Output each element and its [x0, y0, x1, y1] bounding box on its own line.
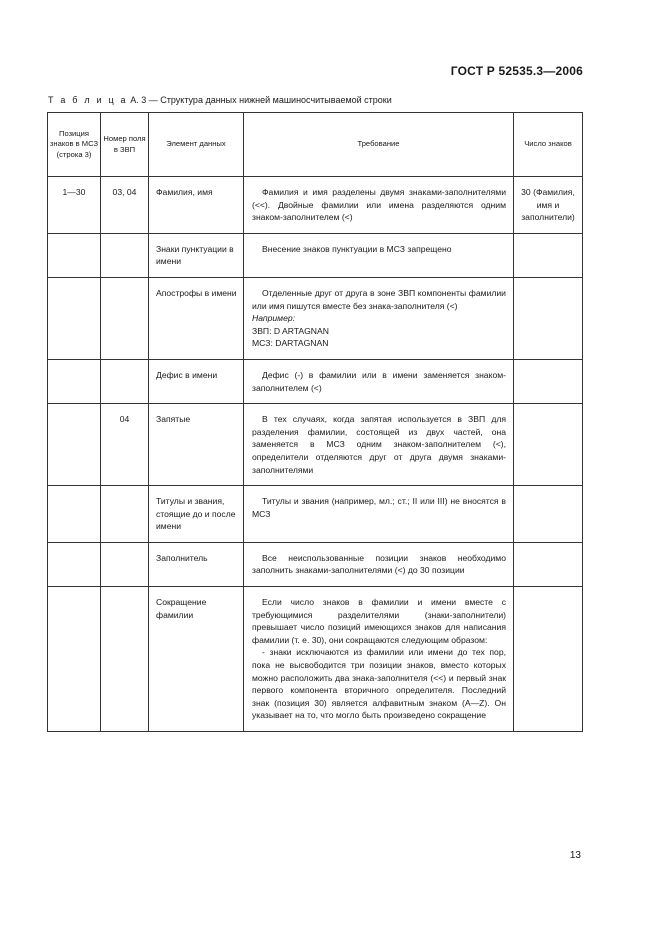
table-row	[48, 177, 583, 234]
cell-field	[101, 587, 149, 732]
cell-field: 04	[101, 404, 149, 486]
cell-field	[101, 542, 149, 586]
requirement-text: Фамилия и имя разделены двумя знаками-заполнителями (<<). Двойные фамилии или имена разделяются одним знаком-заполнителем (<)	[252, 187, 506, 223]
cell-requirement	[244, 359, 514, 403]
requirement-text: В тех случаях, когда запятая используется в ЗВП для разделения фамилии, состоящей из двух частей, она заменяется в МСЗ одним знаком-заполнителем (<), определители отделяются друг от друга двумя знаками-заполнителями	[252, 414, 506, 475]
cell-position	[48, 277, 101, 359]
cell-position	[48, 233, 101, 277]
requirement-text: Внесение знаков пунктуации в МСЗ запрещено	[262, 243, 452, 254]
table-caption-prefix: Т а б л и ц а	[48, 95, 128, 105]
data-structure-table	[47, 112, 583, 732]
requirement-text: Титулы и звания (например, мл.; ст.; II или III) не вносятся в МСЗ	[252, 496, 506, 519]
cell-count	[514, 277, 583, 359]
table-caption	[48, 95, 392, 105]
table-row	[48, 587, 583, 732]
table-row	[48, 277, 583, 359]
cell-element: Апострофы в имени	[149, 277, 244, 359]
cell-field	[101, 277, 149, 359]
requirement-text: Все неиспользованные позиции знаков необходимо заполнить знаками-заполнителями (<) до 30 позиции	[252, 552, 506, 576]
document-standard-number: ГОСТ Р 52535.3—2006	[450, 64, 583, 78]
cell-requirement	[244, 233, 514, 277]
cell-requirement	[244, 404, 514, 486]
cell-element: Заполнитель	[149, 542, 244, 586]
table-caption-number: А. 3	[130, 95, 147, 105]
requirement-text: Дефис (-) в фамилии или в имени заменяется знаком-заполнителем (<)	[252, 369, 506, 393]
example-line-zvp: ЗВП: D ARTAGNAN	[252, 325, 329, 336]
example-line-msz: МСЗ: DARTAGNAN	[252, 338, 329, 349]
cell-position	[48, 542, 101, 586]
cell-element: Знаки пунктуации в имени	[149, 233, 244, 277]
cell-count	[514, 486, 583, 543]
column-header-element: Элемент данных	[149, 113, 244, 177]
cell-element: Фамилия, имя	[149, 177, 244, 234]
cell-position	[48, 359, 101, 403]
cell-position	[48, 486, 101, 543]
requirement-bullet: - знаки исключаются из фамилии или имени до тех пор, пока не высвободится три позиции знаков, вместо которых можно расположить два знака-заполнителя (<<) и первый знак первого компонента вторичного определителя. Последний знак (позиция 30) является алфавитным знаком (A—Z). Он указывает на то, что могло быть произведено сокращение	[252, 647, 506, 721]
cell-count	[514, 359, 583, 403]
cell-field	[101, 486, 149, 543]
table-caption-title: — Структура данных нижней машиносчитываемой строки	[148, 95, 392, 105]
cell-requirement	[244, 177, 514, 234]
column-header-field: Номер поля в ЗВП	[101, 113, 149, 177]
table-row	[48, 542, 583, 586]
cell-requirement	[244, 486, 514, 543]
cell-position: 1—30	[48, 177, 101, 234]
cell-requirement	[244, 542, 514, 586]
cell-requirement	[244, 587, 514, 732]
cell-count	[514, 404, 583, 486]
table-row	[48, 404, 583, 486]
requirement-text: Если число знаков в фамилии и имени вместе с требующимися разделителями (знаки-заполнители) превышает число позиций имеющихся знаков для написания фамилии (т. е. 30), они сокращаются следующим образом:	[252, 597, 506, 645]
table-row	[48, 233, 583, 277]
cell-element: Запятые	[149, 404, 244, 486]
cell-count	[514, 542, 583, 586]
column-header-count: Число знаков	[514, 113, 583, 177]
cell-requirement	[244, 277, 514, 359]
column-header-position: Позиция знаков в МСЗ (строка 3)	[48, 113, 101, 177]
example-label: Например:	[252, 313, 296, 324]
cell-count	[514, 587, 583, 732]
cell-position	[48, 587, 101, 732]
requirement-text: Отделенные друг от друга в зоне ЗВП компоненты фамилии или имя пишутся вместе без знака-заполнителя (<)	[252, 287, 506, 311]
table-row	[48, 359, 583, 403]
cell-element: Дефис в имени	[149, 359, 244, 403]
table-row	[48, 486, 583, 543]
cell-field	[101, 359, 149, 403]
column-header-requirement: Требование	[244, 113, 514, 177]
cell-element: Титулы и звания, стоящие до и после имени	[149, 486, 244, 543]
cell-field: 03, 04	[101, 177, 149, 234]
table-header-row	[48, 113, 583, 177]
cell-count: 30 (Фамилия, имя и заполнители)	[514, 177, 583, 234]
cell-count	[514, 233, 583, 277]
page-number: 13	[569, 850, 581, 861]
cell-element: Сокращение фамилии	[149, 587, 244, 732]
cell-field	[101, 233, 149, 277]
cell-position	[48, 404, 101, 486]
